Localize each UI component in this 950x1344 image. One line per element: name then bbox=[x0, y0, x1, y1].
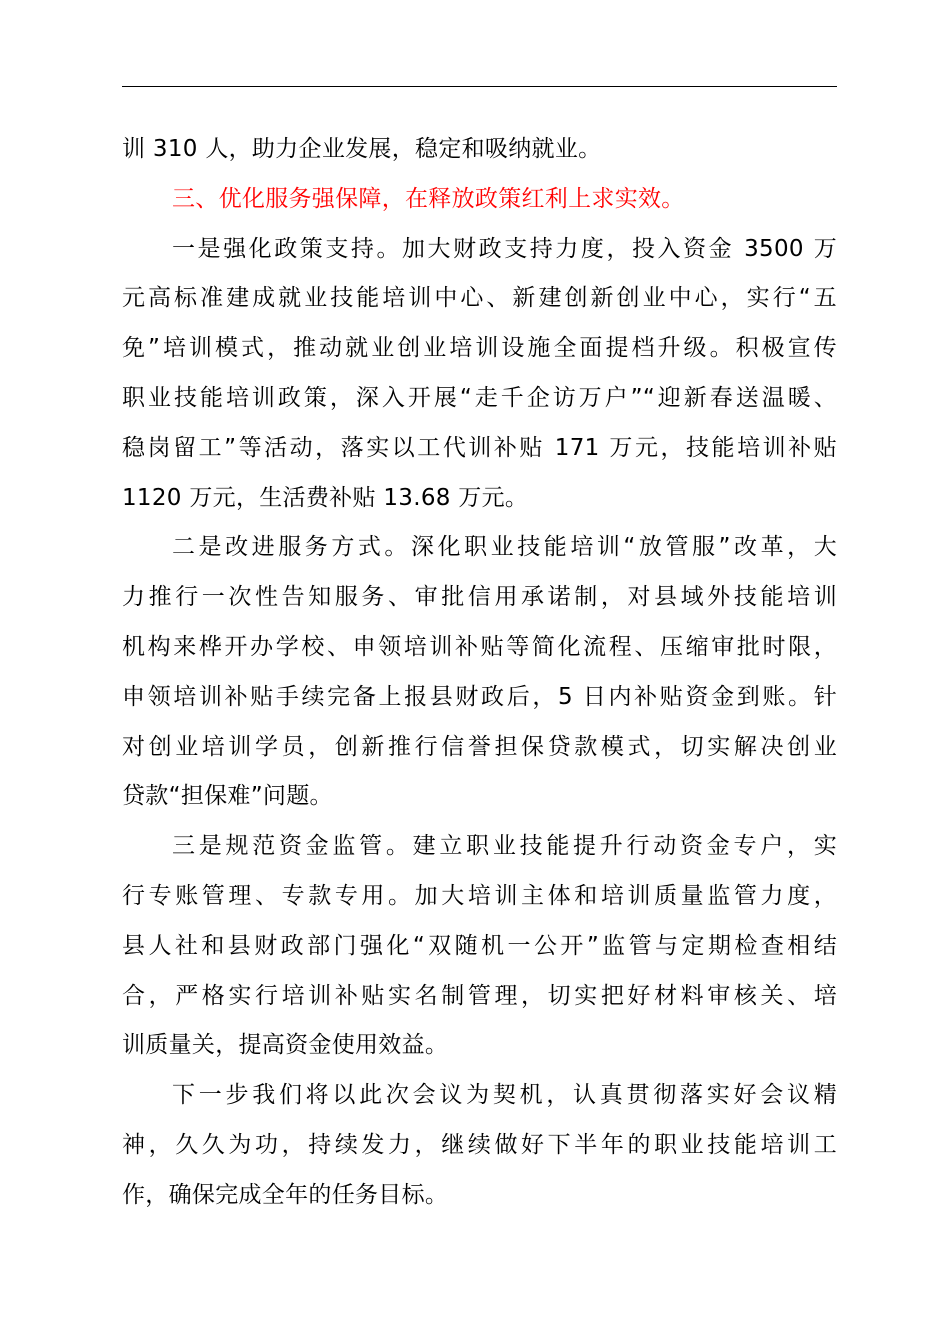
paragraph-line: 职业技能培训政策，深入开展“走千企访万户”“迎新春送温暖、 bbox=[122, 384, 837, 411]
paragraph-line: 元高标准建成就业技能培训中心、新建创新创业中心，实行“五 bbox=[122, 285, 837, 312]
paragraph-line: 稳岗留工”等活动，落实以工代训补贴 171 万元，技能培训补贴 bbox=[122, 434, 837, 461]
paragraph-line: 合，严格实行培训补贴实名制管理，切实把好材料审核关、培 bbox=[122, 982, 837, 1009]
paragraph-line: 三是规范资金监管。建立职业技能提升行动资金专户，实 bbox=[172, 833, 837, 860]
paragraph-line: 神，久久为功，持续发力，继续做好下半年的职业技能培训工 bbox=[122, 1131, 837, 1158]
paragraph-continuation-line: 训 310 人，助力企业发展，稳定和吸纳就业。 bbox=[122, 136, 602, 162]
paragraph-line: 行专账管理、专款专用。加大培训主体和培训质量监管力度， bbox=[122, 882, 837, 909]
paragraph-line: 免”培训模式，推动就业创业培训设施全面提档升级。积极宣传 bbox=[122, 335, 837, 362]
paragraph-line: 力推行一次性告知服务、审批信用承诺制，对县域外技能培训 bbox=[122, 584, 837, 611]
document-body bbox=[122, 125, 837, 1221]
paragraph-line: 申领培训补贴手续完备上报县财政后，5 日内补贴资金到账。针 bbox=[122, 683, 837, 710]
header-rule bbox=[122, 86, 837, 87]
paragraph-line: 训质量关，提高资金使用效益。 bbox=[122, 1032, 449, 1059]
section-heading: 三、优化服务强保障，在释放政策红利上求实效。 bbox=[172, 185, 685, 212]
paragraph-line: 下一步我们将以此次会议为契机，认真贯彻落实好会议精 bbox=[172, 1082, 837, 1109]
paragraph-line: 作，确保完成全年的任务目标。 bbox=[122, 1181, 449, 1208]
paragraph-line: 贷款“担保难”问题。 bbox=[122, 783, 333, 810]
paragraph-line: 二是改进服务方式。深化职业技能培训“放管服”改革，大 bbox=[172, 534, 837, 561]
paragraph-line: 一是强化政策支持。加大财政支持力度，投入资金 3500 万 bbox=[172, 235, 837, 262]
paragraph-line: 县人社和县财政部门强化“双随机一公开”监管与定期检查相结 bbox=[122, 932, 837, 959]
paragraph-line: 1120 万元，生活费补贴 13.68 万元。 bbox=[122, 484, 529, 511]
paragraph-line: 机构来桦开办学校、申领培训补贴等简化流程、压缩审批时限， bbox=[122, 633, 837, 660]
paragraph-line: 对创业培训学员，创新推行信誉担保贷款模式，切实解决创业 bbox=[122, 733, 837, 760]
